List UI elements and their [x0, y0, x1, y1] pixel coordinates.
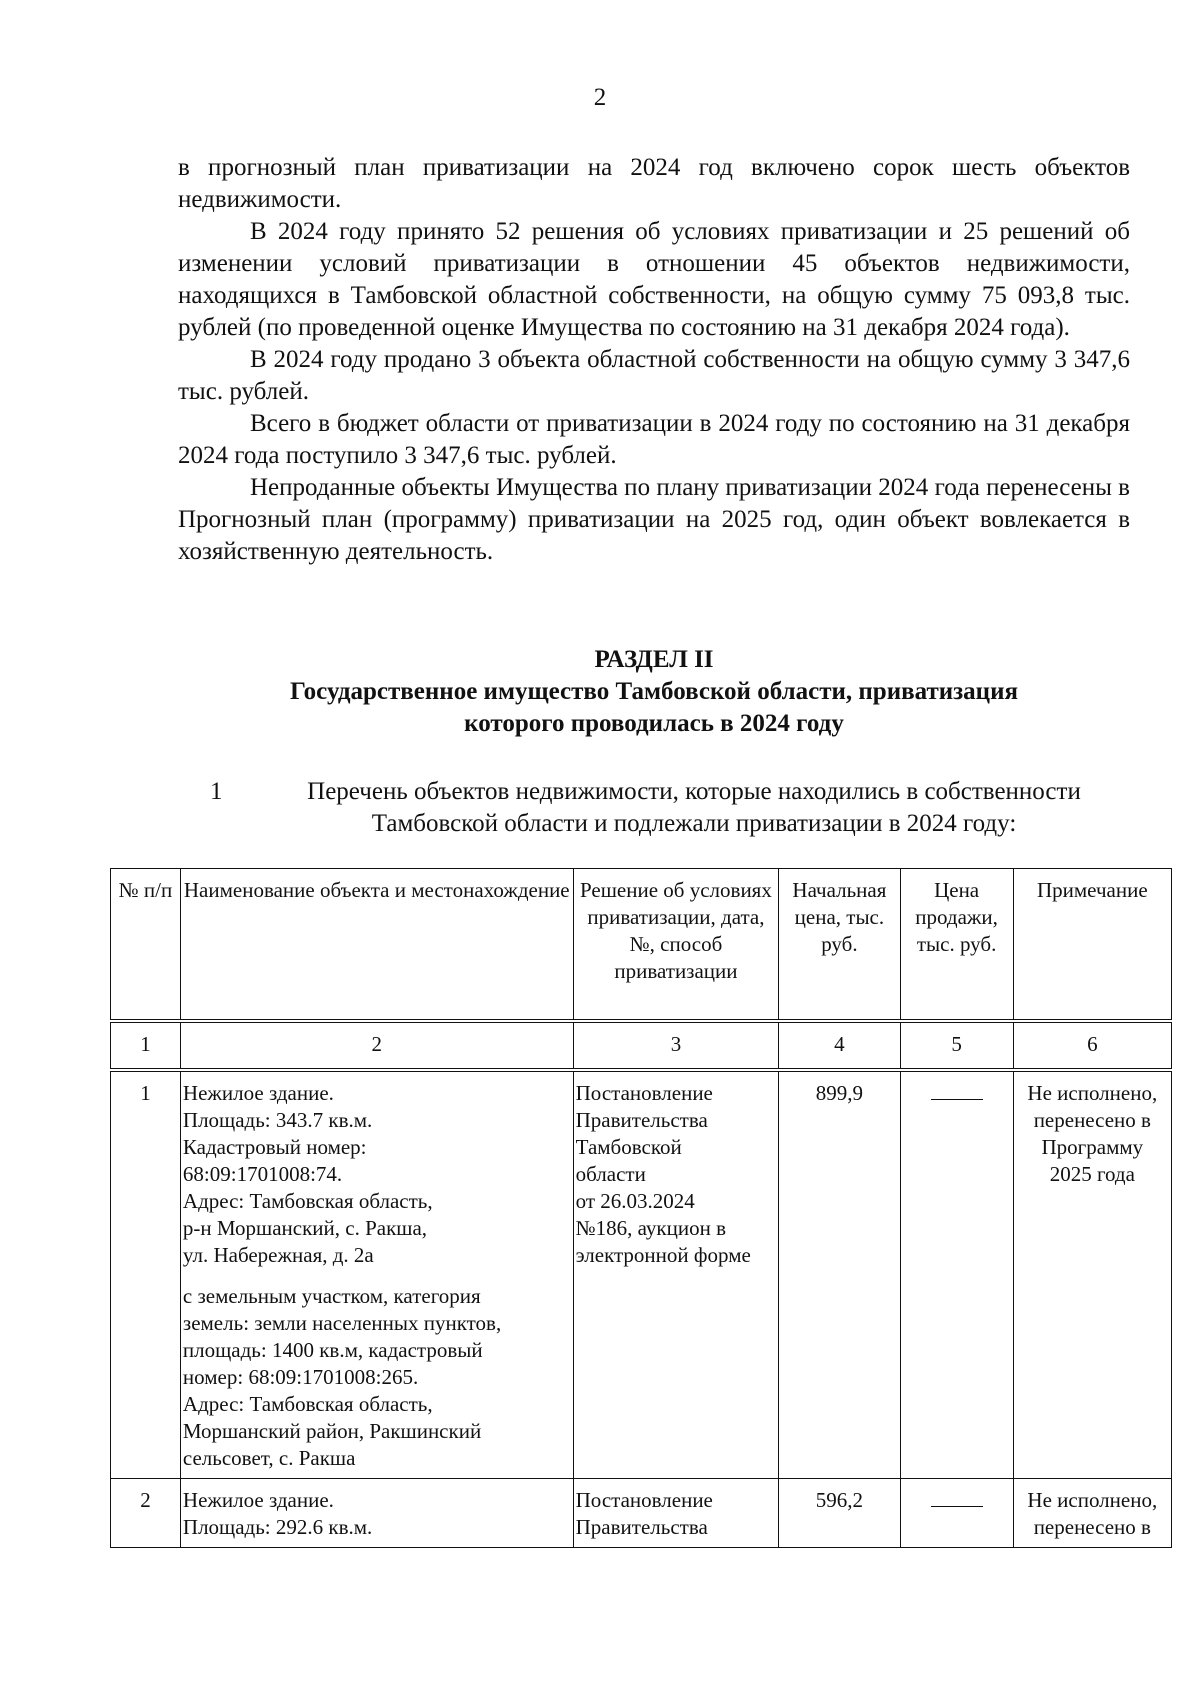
text-line: Кадастровый номер:: [182, 1134, 367, 1159]
page-number: 2: [593, 84, 607, 111]
objects-table: [110, 868, 1172, 1548]
list-title: Перечень объектов недвижимости, которые находились в собственности Тамбовской области и подлежали приватизации в 2024 году:: [307, 778, 1081, 837]
header-note: Примечание: [1013, 869, 1171, 1021]
body-text: [178, 152, 1130, 568]
decision-cell: [573, 1478, 779, 1547]
building-description: [183, 1080, 571, 1269]
column-number: 6: [1013, 1021, 1171, 1070]
table-row: [111, 1478, 1172, 1547]
text-line: Моршанский район, Ракшинский: [182, 1418, 482, 1443]
text-line: Правительства: [575, 1107, 708, 1132]
column-number: 5: [900, 1021, 1013, 1070]
text-line: Постановление: [575, 1487, 713, 1512]
object-name-cell: [180, 1478, 573, 1547]
section-heading: [178, 644, 1130, 740]
text-line: ул. Набережная, д. 2а: [182, 1242, 374, 1267]
text-line: Площадь: 292.6 кв.м.: [182, 1514, 373, 1539]
text-line: Программу: [1041, 1134, 1144, 1159]
text-line: 68:09:1701008:74.: [182, 1161, 343, 1186]
sale-price-cell: [900, 1070, 1013, 1479]
text-line: номер: 68:09:1701008:265.: [182, 1364, 419, 1389]
list-number: 1: [210, 778, 223, 805]
text-line: Нежилое здание.: [182, 1080, 334, 1105]
column-number: 3: [573, 1021, 779, 1070]
text-line: Не исполнено,: [1027, 1487, 1158, 1512]
text-line: Правительства: [575, 1514, 708, 1539]
column-number: 2: [180, 1021, 573, 1070]
header-name: Наименование объекта и местонахождение: [180, 869, 573, 1021]
text-line: с земельным участком, категория: [182, 1283, 481, 1308]
paragraph-1: в прогнозный план приватизации на 2024 год включено сорок шесть объектов недвижимости.: [178, 154, 1130, 213]
text-line: площадь: 1400 кв.м, кадастровый: [182, 1337, 483, 1362]
section-subtitle-line-2: которого проводилась в 2024 году: [464, 710, 844, 737]
paragraph-4: Всего в бюджет области от приватизации в 2024 году по состоянию на 31 декабря 2024 года поступило 3 347,6 тыс. рублей.: [178, 410, 1130, 469]
header-start-price: Начальная цена, тыс. руб.: [779, 869, 900, 1021]
text-line: Нежилое здание.: [182, 1487, 334, 1512]
start-price-cell: 596,2: [779, 1478, 900, 1547]
paragraph-3: В 2024 году продано 3 объекта областной собственности на общую сумму 3 347,6 тыс. рублей.: [178, 346, 1130, 405]
text-line: электронной форме: [575, 1242, 751, 1267]
start-price-cell: 899,9: [779, 1070, 900, 1479]
text-line: от 26.03.2024: [575, 1188, 695, 1213]
land-description: [183, 1283, 571, 1472]
table-column-numbers-row: [111, 1021, 1172, 1070]
header-number: № п/п: [111, 869, 181, 1021]
paragraph-5: Непроданные объекты Имущества по плану приватизации 2024 года перенесены в Прогнозный план (программу) приватизации на 2025 год, один объект вовлекается в хозяйственную деятельность.: [178, 474, 1130, 565]
column-number: 4: [779, 1021, 900, 1070]
text-line: р-н Моршанский, с. Ракша,: [182, 1215, 428, 1240]
row-number: 1: [111, 1070, 181, 1479]
decision-cell: [573, 1070, 779, 1479]
text-line: 2025 года: [1049, 1161, 1135, 1186]
text-line: перенесено в: [1033, 1514, 1151, 1539]
sale-price-cell: [900, 1478, 1013, 1547]
note-cell: [1013, 1478, 1171, 1547]
header-decision: Решение об условиях приватизации, дата, №, способ приватизации: [573, 869, 779, 1021]
header-sale-price: Цена продажи, тыс. руб.: [900, 869, 1013, 1021]
text-line: перенесено в: [1033, 1107, 1151, 1132]
text-line: Постановление: [575, 1080, 713, 1105]
dash-mark: [931, 1492, 983, 1507]
row-number: 2: [111, 1478, 181, 1547]
text-line: области: [575, 1161, 646, 1186]
text-line: Площадь: 343.7 кв.м.: [182, 1107, 373, 1132]
text-line: Адрес: Тамбовская область,: [182, 1188, 433, 1213]
text-line: Адрес: Тамбовская область,: [182, 1391, 433, 1416]
paragraph-2: В 2024 году принято 52 решения об условиях приватизации и 25 решений об изменении условий приватизации в отношении 45 объектов недвижимости, находящихся в Тамбовской областной собственности, на общую сумму 75 093,8 тыс. рублей (по проведенной оценке Имущества по состоянию на 31 декабря 2024 года).: [178, 218, 1130, 341]
text-line: сельсовет, с. Ракша: [182, 1445, 356, 1470]
note-cell: [1013, 1070, 1171, 1479]
object-name-cell: [180, 1070, 573, 1479]
text-line: Не исполнено,: [1027, 1080, 1158, 1105]
text-line: Тамбовской: [575, 1134, 682, 1159]
section-subtitle-line-1: Государственное имущество Тамбовской области, приватизация: [289, 678, 1019, 705]
text-line: №186, аукцион в: [575, 1215, 727, 1240]
section-title: РАЗДЕЛ II: [594, 646, 714, 673]
dash-mark: [931, 1085, 983, 1100]
table-header-row: [111, 869, 1172, 1021]
text-line: земель: земли населенных пунктов,: [182, 1310, 502, 1335]
table-row: [111, 1070, 1172, 1479]
column-number: 1: [111, 1021, 181, 1070]
